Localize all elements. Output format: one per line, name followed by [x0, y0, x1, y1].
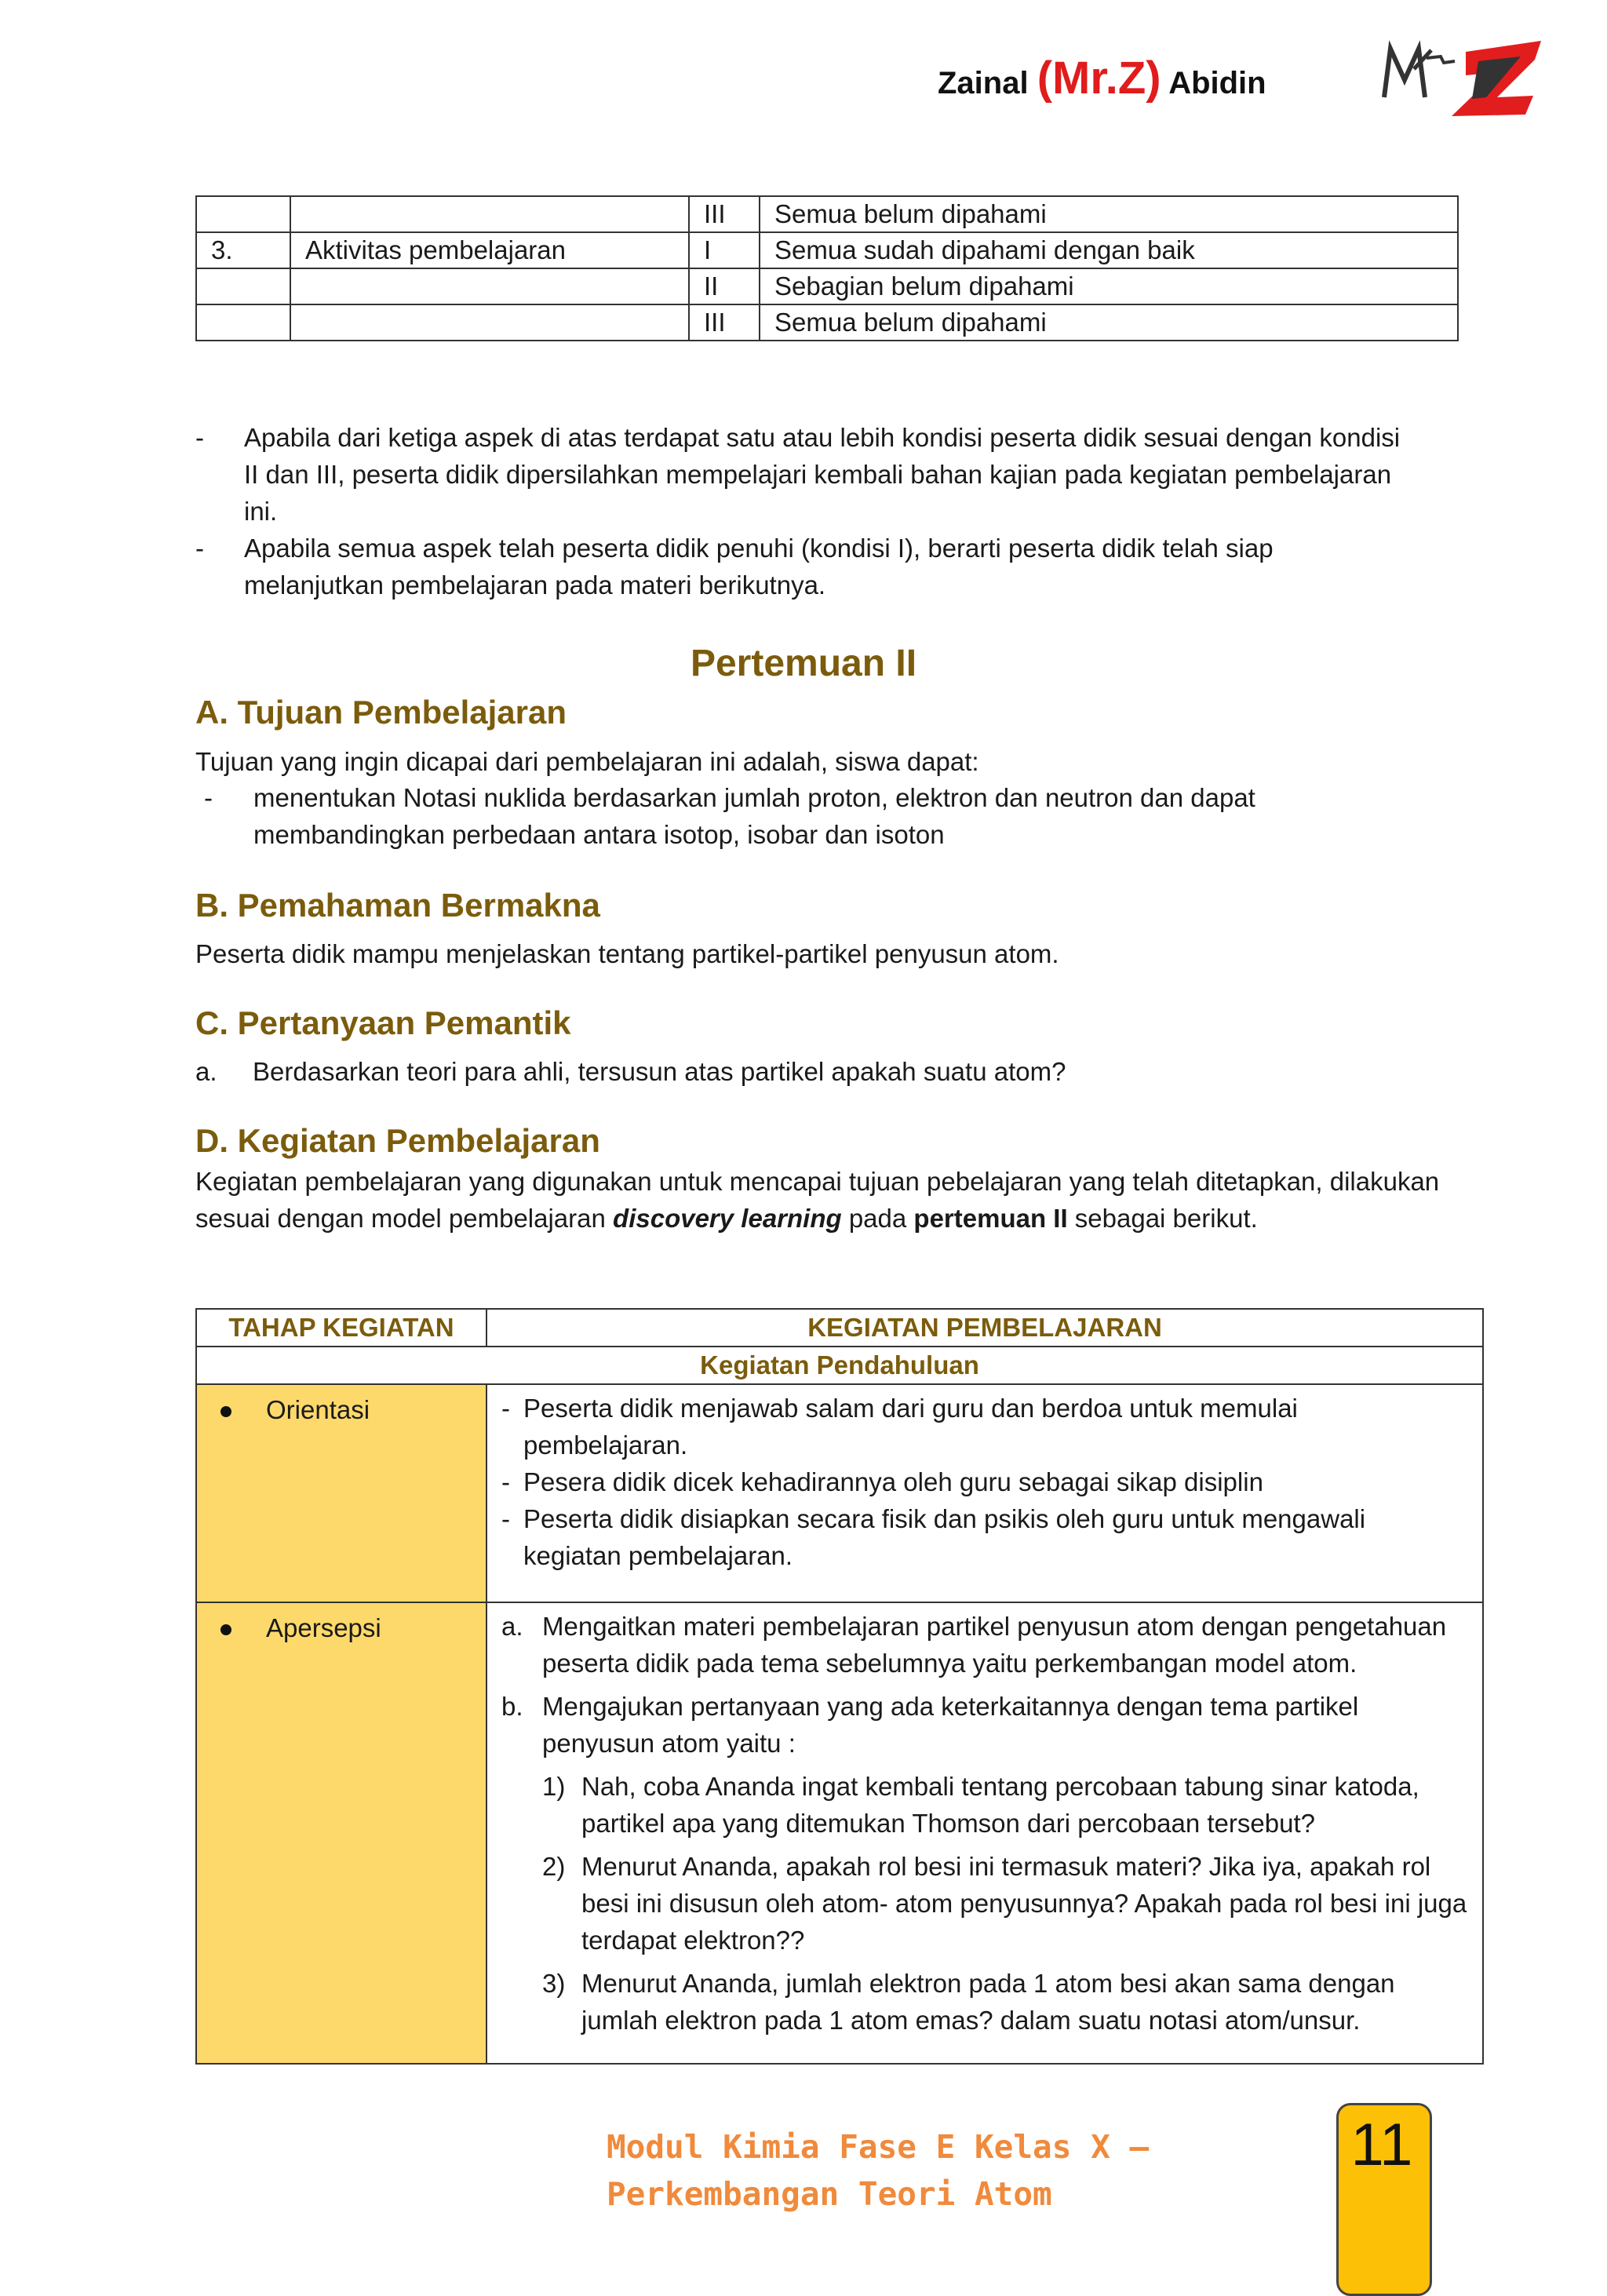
table-row: III Semua belum dipahami [196, 196, 1458, 232]
question-item: 1) Nah, coba Ananda ingat kembali tentang percobaan tabung sinar katoda, partikel apa yang ditemukan Thomson dari percobaan tersebut? [542, 1772, 1419, 1838]
table-row [196, 1384, 1483, 1602]
section-label: Kegiatan Pendahuluan [196, 1347, 1483, 1384]
section-a-heading: A. Tujuan Pembelajaran [195, 694, 567, 731]
section-row [196, 1347, 1483, 1384]
meeting-title: Pertemuan II [690, 643, 917, 684]
activity-table [195, 1308, 1484, 2065]
note-item: - Apabila semua aspek telah peserta didik penuhi (kondisi I), berarti peserta didik telah siap melanjutkan pembelajaran pada materi berikutnya. [195, 534, 1274, 600]
table-row: 3. Aktivitas pembelajaran I Semua sudah dipahami dengan baik [196, 232, 1458, 268]
list-item: a. Mengaitkan materi pembelajaran partikel penyusun atom dengan pengetahuan peserta didik pada tema sebelumnya yaitu perkembangan model atom. [501, 1612, 1447, 1678]
assessment-table [195, 195, 1459, 341]
section-d-heading: D. Kegiatan Pembelajaran [195, 1122, 600, 1159]
bullet-icon [220, 1406, 231, 1417]
stage-apersepsi: Apersepsi [196, 1602, 486, 2064]
section-b-heading: B. Pemahaman Bermakna [195, 887, 600, 924]
table-row [196, 1602, 1483, 2064]
list-item: - Peserta didik disiapkan secara fisik dan psikis oleh guru untuk mengawali kegiatan pembelajaran. [501, 1504, 1366, 1570]
table-row: III Semua belum dipahami [196, 304, 1458, 341]
page-number: 11 [1350, 2112, 1413, 2178]
section-c-heading: C. Pertanyaan Pemantik [195, 1004, 571, 1041]
apersepsi-activities [486, 1602, 1483, 2064]
list-item: b. Mengajukan pertanyaan yang ada keterkaitannya dengan tema partikel penyusun atom yaitu : 1) Nah, coba Ananda ingat kembali tentang percobaan tabung sinar katoda, partikel apa yang ditemukan Thomson dari percobaan tersebut? 2) Menurut Ananda, apakah rol besi ini termasuk materi? Jika iya, apakah rol besi ini disusun oleh atom- atom penyusunnya? Apakah pada rol besi ini juga terdapat elektron?? 3) Menurut Ananda, jumlah elektron pada 1 atom besi akan sama dengan jumlah elektron pada 1 atom emas? dalam suatu notasi atom/unsur. [501, 1688, 1468, 2039]
section-d-text: Kegiatan pembelajaran yang digunakan untuk mencapai tujuan pebelajaran yang telah ditetapkan, dilakukan sesuai dengan model pembelajaran discovery learning pada pertemuan II sebagai berikut. [195, 1167, 1440, 1233]
section-a-item: - menentukan Notasi nuklida berdasarkan jumlah proton, elektron dan neutron dan dapat membandingkan perbedaan antara isotop, isobar dan isoton [204, 783, 1255, 849]
footer-title: Modul Kimia Fase E Kelas X – Perkembangan Teori Atom [607, 2128, 1150, 2213]
orientasi-activities [486, 1384, 1483, 1602]
stage-orientasi: Orientasi [196, 1384, 486, 1602]
author-nickname: (Mr.Z) [1037, 53, 1161, 104]
question-item: 3) Menurut Ananda, jumlah elektron pada 1 atom besi akan sama dengan jumlah elektron pada 1 atom emas? dalam suatu notasi atom/unsur. [542, 1969, 1395, 2035]
mr-z-logo [1379, 35, 1544, 121]
list-item: - Pesera didik dicek kehadirannya oleh guru sebagai sikap disiplin [501, 1467, 1263, 1496]
table-header-row [196, 1309, 1483, 1347]
section-c-text: Berdasarkan teori para ahli, tersusun atas partikel apakah suatu atom? [253, 1057, 1066, 1086]
question-item: 2) Menurut Ananda, apakah rol besi ini termasuk materi? Jika iya, apakah rol besi ini disusun oleh atom- atom penyusunnya? Apakah pada rol besi ini juga terdapat elektron?? [542, 1852, 1467, 1955]
list-item: - Peserta didik menjawab salam dari guru dan berdoa untuk memulai pembelajaran. [501, 1394, 1298, 1460]
section-a-intro: Tujuan yang ingin dicapai dari pembelajaran ini adalah, siswa dapat: [195, 747, 979, 776]
author-name: Zainal (Mr.Z) Abidin [938, 53, 1266, 104]
col-stage-header: TAHAP KEGIATAN [196, 1309, 486, 1347]
col-activity-header: KEGIATAN PEMBELAJARAN [486, 1309, 1483, 1347]
note-item: - Apabila dari ketiga aspek di atas terdapat satu atau lebih kondisi peserta didik sesuai dengan kondisi II dan III, peserta didik dipersilahkan mempelajari kembali bahan kajian pada kegiatan pembelajaran ini. [195, 423, 1401, 526]
table-row: II Sebagian belum dipahami [196, 268, 1458, 304]
section-c-marker: a. [195, 1057, 217, 1086]
section-b-text: Peserta didik mampu menjelaskan tentang partikel-partikel penyusun atom. [195, 939, 1059, 968]
bullet-icon [220, 1624, 231, 1635]
